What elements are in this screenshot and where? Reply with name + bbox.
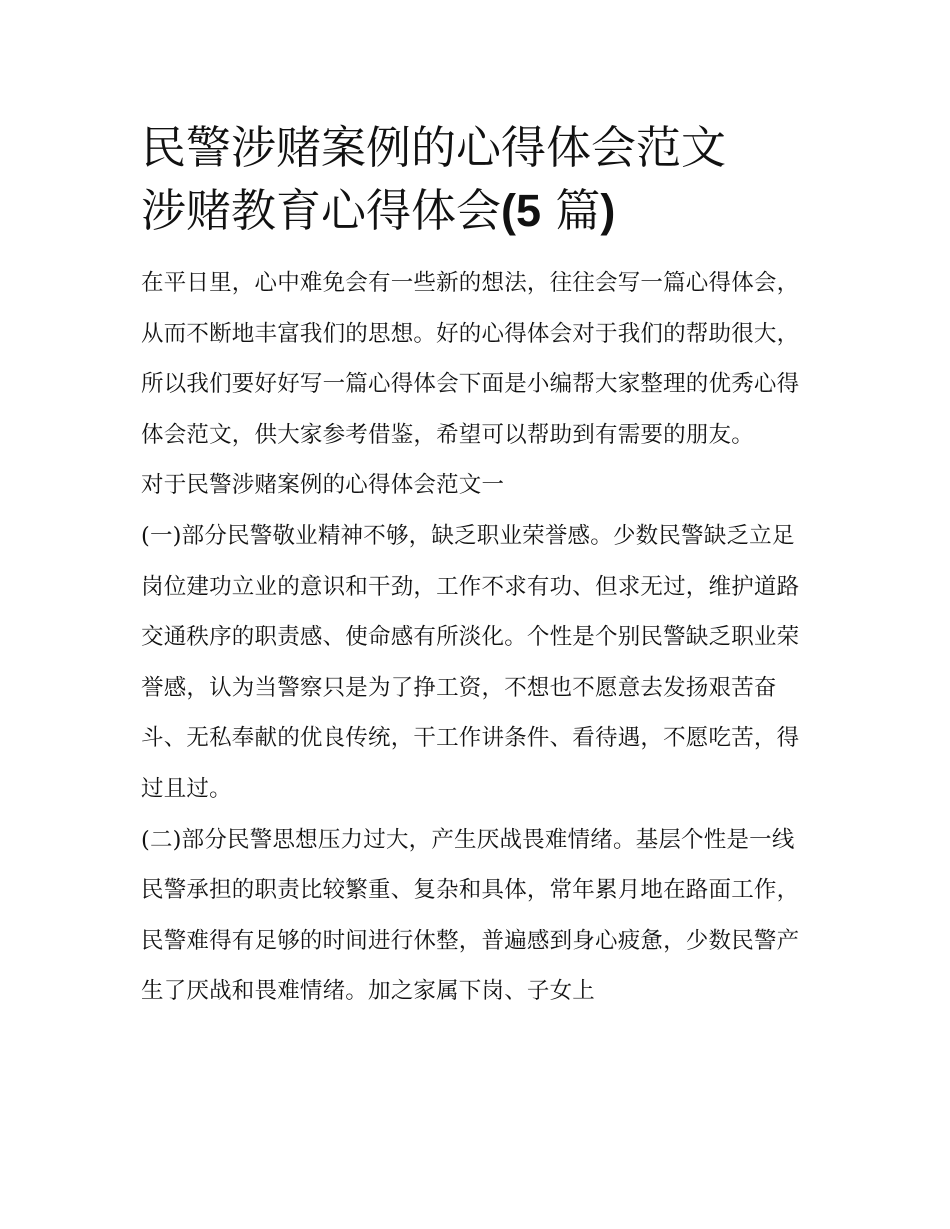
title-count: 5: [516, 185, 542, 236]
title-line-1: 民警涉赌案例的心得体会范文: [141, 121, 727, 174]
title-paren-close: ): [600, 185, 616, 236]
document-title: [141, 116, 813, 242]
title-paren-open: (: [501, 185, 517, 236]
body-paragraph-2: (二)部分民警思想压力过大，产生厌战畏难情绪。基层个性是一线民警承担的职责比较繁重、复杂和具体，常年累月地在路面工作，民警难得有足够的时间进行休整，普遍感到身心疲惫，少数民警产生了厌战和畏难情绪。加之家属下岗、子女上: [141, 826, 800, 1005]
body-paragraph-1: (一)部分民警敬业精神不够，缺乏职业荣誉感。少数民警缺乏立足岗位建功立业的意识和干劲，工作不求有功、但求无过，维护道路交通秩序的职责感、使命感有所淡化。个性是个别民警缺乏职业荣誉感，认为当警察只是为了挣工资，不想也不愿意去发扬艰苦奋斗、无私奉献的优良传统，干工作讲条件、看待遇，不愿吃苦，得过且过。: [141, 522, 800, 802]
title-line-2: [141, 184, 615, 237]
title-unit: 篇: [541, 184, 601, 237]
title-line-2-text: 涉赌教育心得体会: [141, 184, 502, 237]
intro-paragraph: 在平日里，心中难免会有一些新的想法，往往会写一篇心得体会，从而不断地丰富我们的思想。好的心得体会对于我们的帮助很大，所以我们要好好写一篇心得体会下面是小编帮大家整理的优秀心得体会范文，供大家参考借鉴，希望可以帮助到有需要的朋友。: [141, 270, 800, 448]
document-page: [141, 116, 813, 1017]
section-heading: 对于民警涉赌案例的心得体会范文一: [141, 472, 505, 499]
